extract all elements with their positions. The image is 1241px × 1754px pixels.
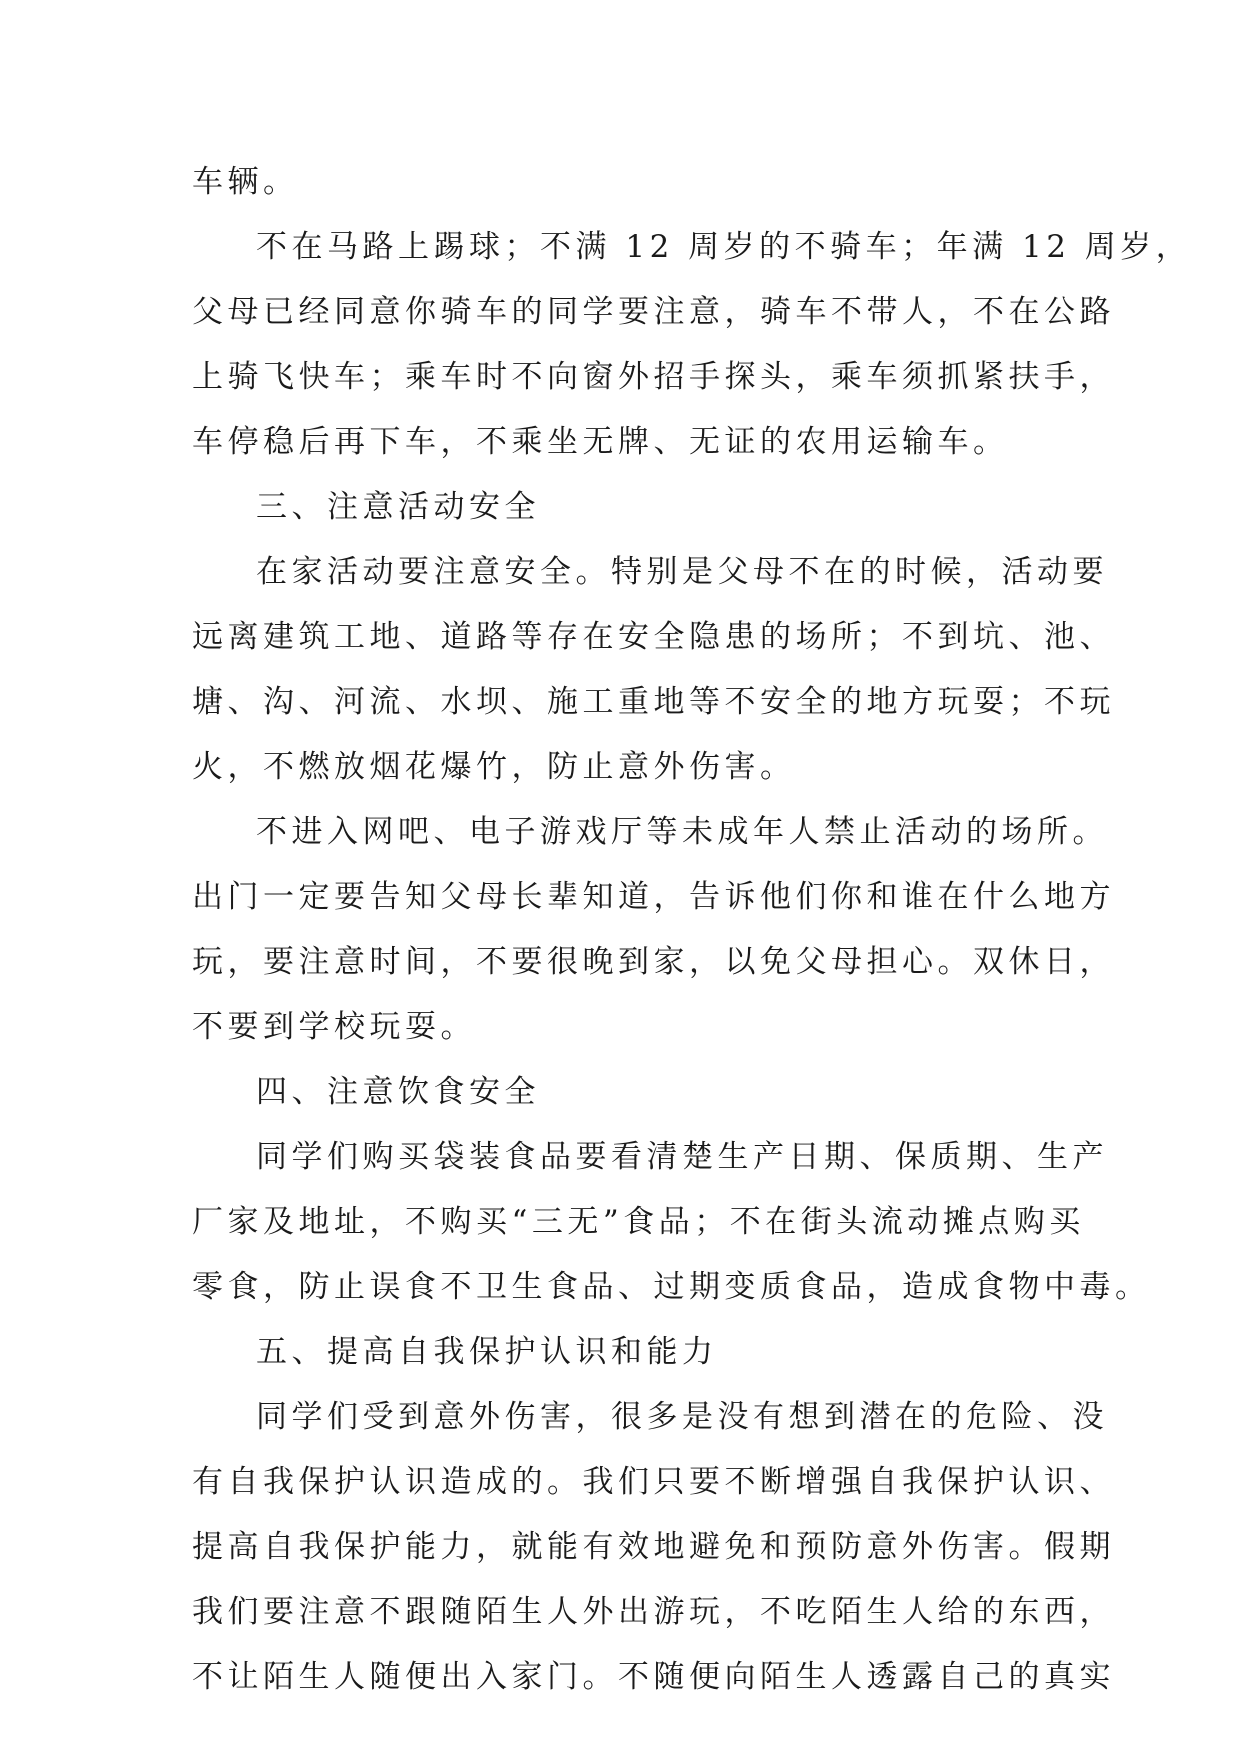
text-line: 有自我保护认识造成的。我们只要不断增强自我保护认识、	[192, 1464, 1115, 1500]
text-line: 远离建筑工地、道路等存在安全隐患的场所；不到坑、池、	[192, 619, 1115, 655]
section-heading: 四、注意饮食安全	[256, 1074, 540, 1110]
text-line: 不让陌生人随便出入家门。不随便向陌生人透露自己的真实	[192, 1659, 1115, 1695]
paragraph-first-line: 在家活动要注意安全。特别是父母不在的时候，活动要	[256, 554, 1108, 590]
text-line: 父母已经同意你骑车的同学要注意，骑车不带人，不在公路	[192, 294, 1115, 330]
text-line: 上骑飞快车；乘车时不向窗外招手探头，乘车须抓紧扶手，	[192, 359, 1115, 395]
text-line: 玩，要注意时间，不要很晚到家，以免父母担心。双休日，	[192, 944, 1115, 980]
paragraph-first-line: 不在马路上踢球；不满 12 周岁的不骑车；年满 12 周岁，	[256, 229, 1192, 265]
text-line: 零食，防止误食不卫生食品、过期变质食品，造成食物中毒。	[192, 1269, 1151, 1305]
text-line: 提高自我保护能力，就能有效地避免和预防意外伤害。假期	[192, 1529, 1115, 1565]
text-line: 厂家及地址，不购买“三无”食品；不在街头流动摊点购买	[192, 1204, 1085, 1240]
section-heading: 三、注意活动安全	[256, 489, 540, 525]
paragraph-first-line: 同学们受到意外伤害，很多是没有想到潜在的危险、没	[256, 1399, 1108, 1435]
text-line: 车辆。	[192, 164, 299, 200]
section-heading: 五、提高自我保护认识和能力	[256, 1334, 718, 1370]
text-line: 我们要注意不跟随陌生人外出游玩，不吃陌生人给的东西，	[192, 1594, 1115, 1630]
paragraph-first-line: 同学们购买袋装食品要看清楚生产日期、保质期、生产	[256, 1139, 1108, 1175]
text-line: 火，不燃放烟花爆竹，防止意外伤害。	[192, 749, 796, 785]
text-line: 出门一定要告知父母长辈知道，告诉他们你和谁在什么地方	[192, 879, 1115, 915]
text-line: 车停稳后再下车，不乘坐无牌、无证的农用运输车。	[192, 424, 1009, 460]
text-line: 塘、沟、河流、水坝、施工重地等不安全的地方玩耍；不玩	[192, 684, 1115, 720]
document-page	[192, 150, 1192, 1710]
paragraph-first-line: 不进入网吧、电子游戏厅等未成年人禁止活动的场所。	[256, 814, 1108, 850]
text-line: 不要到学校玩耍。	[192, 1009, 476, 1045]
